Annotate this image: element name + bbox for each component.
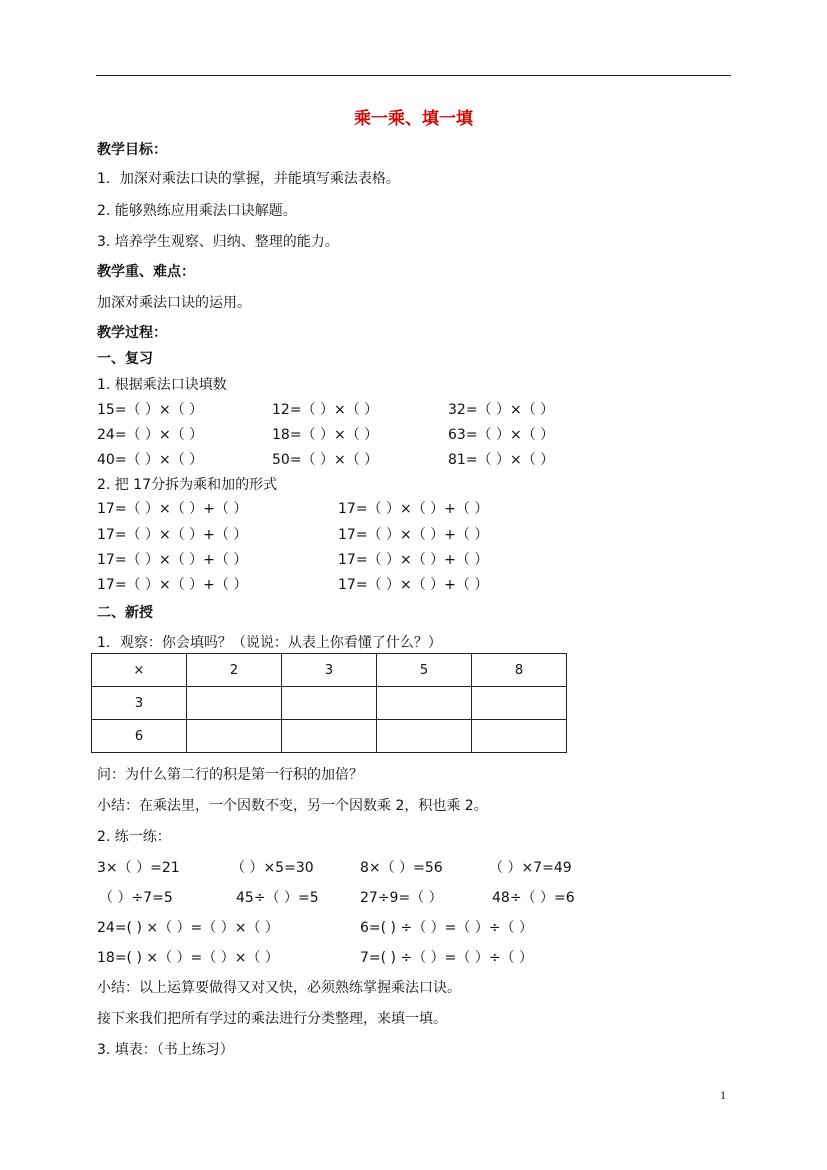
practice-item: 48÷（ ）=6 (492, 890, 575, 906)
fill-item: 15=（ ）×（ ） (97, 402, 204, 418)
process-heading: 教学过程： (97, 325, 167, 341)
summary-1: 小结：在乘法里，一个因数不变，另一个因数乘 2，积也乘 2。 (97, 798, 488, 814)
review-heading: 一、复习 (97, 351, 153, 367)
split-item: 17=（ ）×（ ）+（ ） (97, 577, 248, 593)
table-cell (377, 687, 472, 720)
page-number: 1 (720, 1088, 726, 1102)
practice-item: 7=( ) ÷（ ）=（ ）÷（ ） (360, 950, 534, 966)
header-rule (96, 75, 731, 76)
split-item: 17=（ ）×（ ）+（ ） (338, 577, 489, 593)
table-header-cell: 2 (187, 654, 282, 687)
practice-heading: 2. 练一练： (97, 829, 171, 845)
objectives-heading: 教学目标： (97, 142, 167, 158)
key-points-text: 加深对乘法口诀的运用。 (97, 295, 251, 311)
table-cell: 6 (92, 720, 187, 753)
practice-item: （ ）×7=49 (489, 860, 572, 876)
table-cell (187, 687, 282, 720)
table-cell (282, 720, 377, 753)
observe-question: 1．观察：你会填吗？（说说：从表上你看懂了什么？） (97, 635, 442, 651)
next-text: 接下来我们把所有学过的乘法进行分类整理，来填一填。 (97, 1011, 447, 1027)
table-header-cell: × (92, 654, 187, 687)
table-row (92, 720, 567, 753)
table-row (92, 687, 567, 720)
page-title: 乘一乘、填一填 (354, 109, 473, 129)
new-lesson-heading: 二、新授 (97, 605, 153, 621)
multiplication-table (91, 653, 567, 753)
table-header-cell: 8 (472, 654, 567, 687)
fill-item: 18=（ ）×（ ） (272, 427, 379, 443)
practice-item: （ ）×5=30 (231, 860, 314, 876)
split-item: 17=（ ）×（ ）+（ ） (338, 552, 489, 568)
split-item: 17=（ ）×（ ）+（ ） (338, 527, 489, 543)
practice-item: 3×（ ）=21 (97, 860, 180, 876)
table-header-cell: 5 (377, 654, 472, 687)
split-item: 17=（ ）×（ ）+（ ） (97, 552, 248, 568)
objective-item: 3. 培养学生观察、归纳、整理的能力。 (97, 234, 339, 250)
review-question-2: 2. 把 17分拆为乘和加的形式 (97, 477, 278, 493)
fill-table-heading: 3. 填表：（书上练习） (97, 1042, 234, 1058)
table-cell (282, 687, 377, 720)
objective-item: 2. 能够熟练应用乘法口诀解题。 (97, 203, 297, 219)
fill-item: 12=（ ）×（ ） (272, 402, 379, 418)
practice-item: 27÷9=（ ） (360, 890, 443, 906)
table-cell (377, 720, 472, 753)
table-header-row (92, 654, 567, 687)
practice-item: 18=( ) ×（ ）=（ ）×（ ） (97, 950, 279, 966)
fill-item: 24=（ ）×（ ） (97, 427, 204, 443)
fill-item: 32=（ ）×（ ） (448, 402, 555, 418)
practice-item: 24=( ) ×（ ）=（ ）×（ ） (97, 920, 279, 936)
practice-item: 6=( ) ÷（ ）=（ ）÷（ ） (360, 920, 534, 936)
fill-item: 63=（ ）×（ ） (448, 427, 555, 443)
summary-2: 小结：以上运算要做得又对又快，必须熟练掌握乘法口诀。 (97, 980, 461, 996)
split-item: 17=（ ）×（ ）+（ ） (338, 501, 489, 517)
fill-item: 50=（ ）×（ ） (272, 452, 379, 468)
split-item: 17=（ ）×（ ）+（ ） (97, 501, 248, 517)
table-cell (472, 720, 567, 753)
table-cell (187, 720, 282, 753)
review-question-1: 1. 根据乘法口诀填数 (97, 377, 227, 393)
key-points-heading: 教学重、难点： (97, 264, 195, 280)
fill-item: 81=（ ）×（ ） (448, 452, 555, 468)
fill-item: 40=（ ）×（ ） (97, 452, 204, 468)
practice-item: （ ）÷7=5 (99, 890, 173, 906)
practice-item: 8×（ ）=56 (360, 860, 443, 876)
split-item: 17=（ ）×（ ）+（ ） (97, 527, 248, 543)
table-cell (472, 687, 567, 720)
table-header-cell: 3 (282, 654, 377, 687)
objective-item: 1．加深对乘法口诀的掌握，并能填写乘法表格。 (97, 171, 400, 187)
practice-item: 45÷（ ）=5 (236, 890, 319, 906)
table-cell: 3 (92, 687, 187, 720)
why-question: 问：为什么第二行的积是第一行积的加倍？ (97, 767, 363, 783)
